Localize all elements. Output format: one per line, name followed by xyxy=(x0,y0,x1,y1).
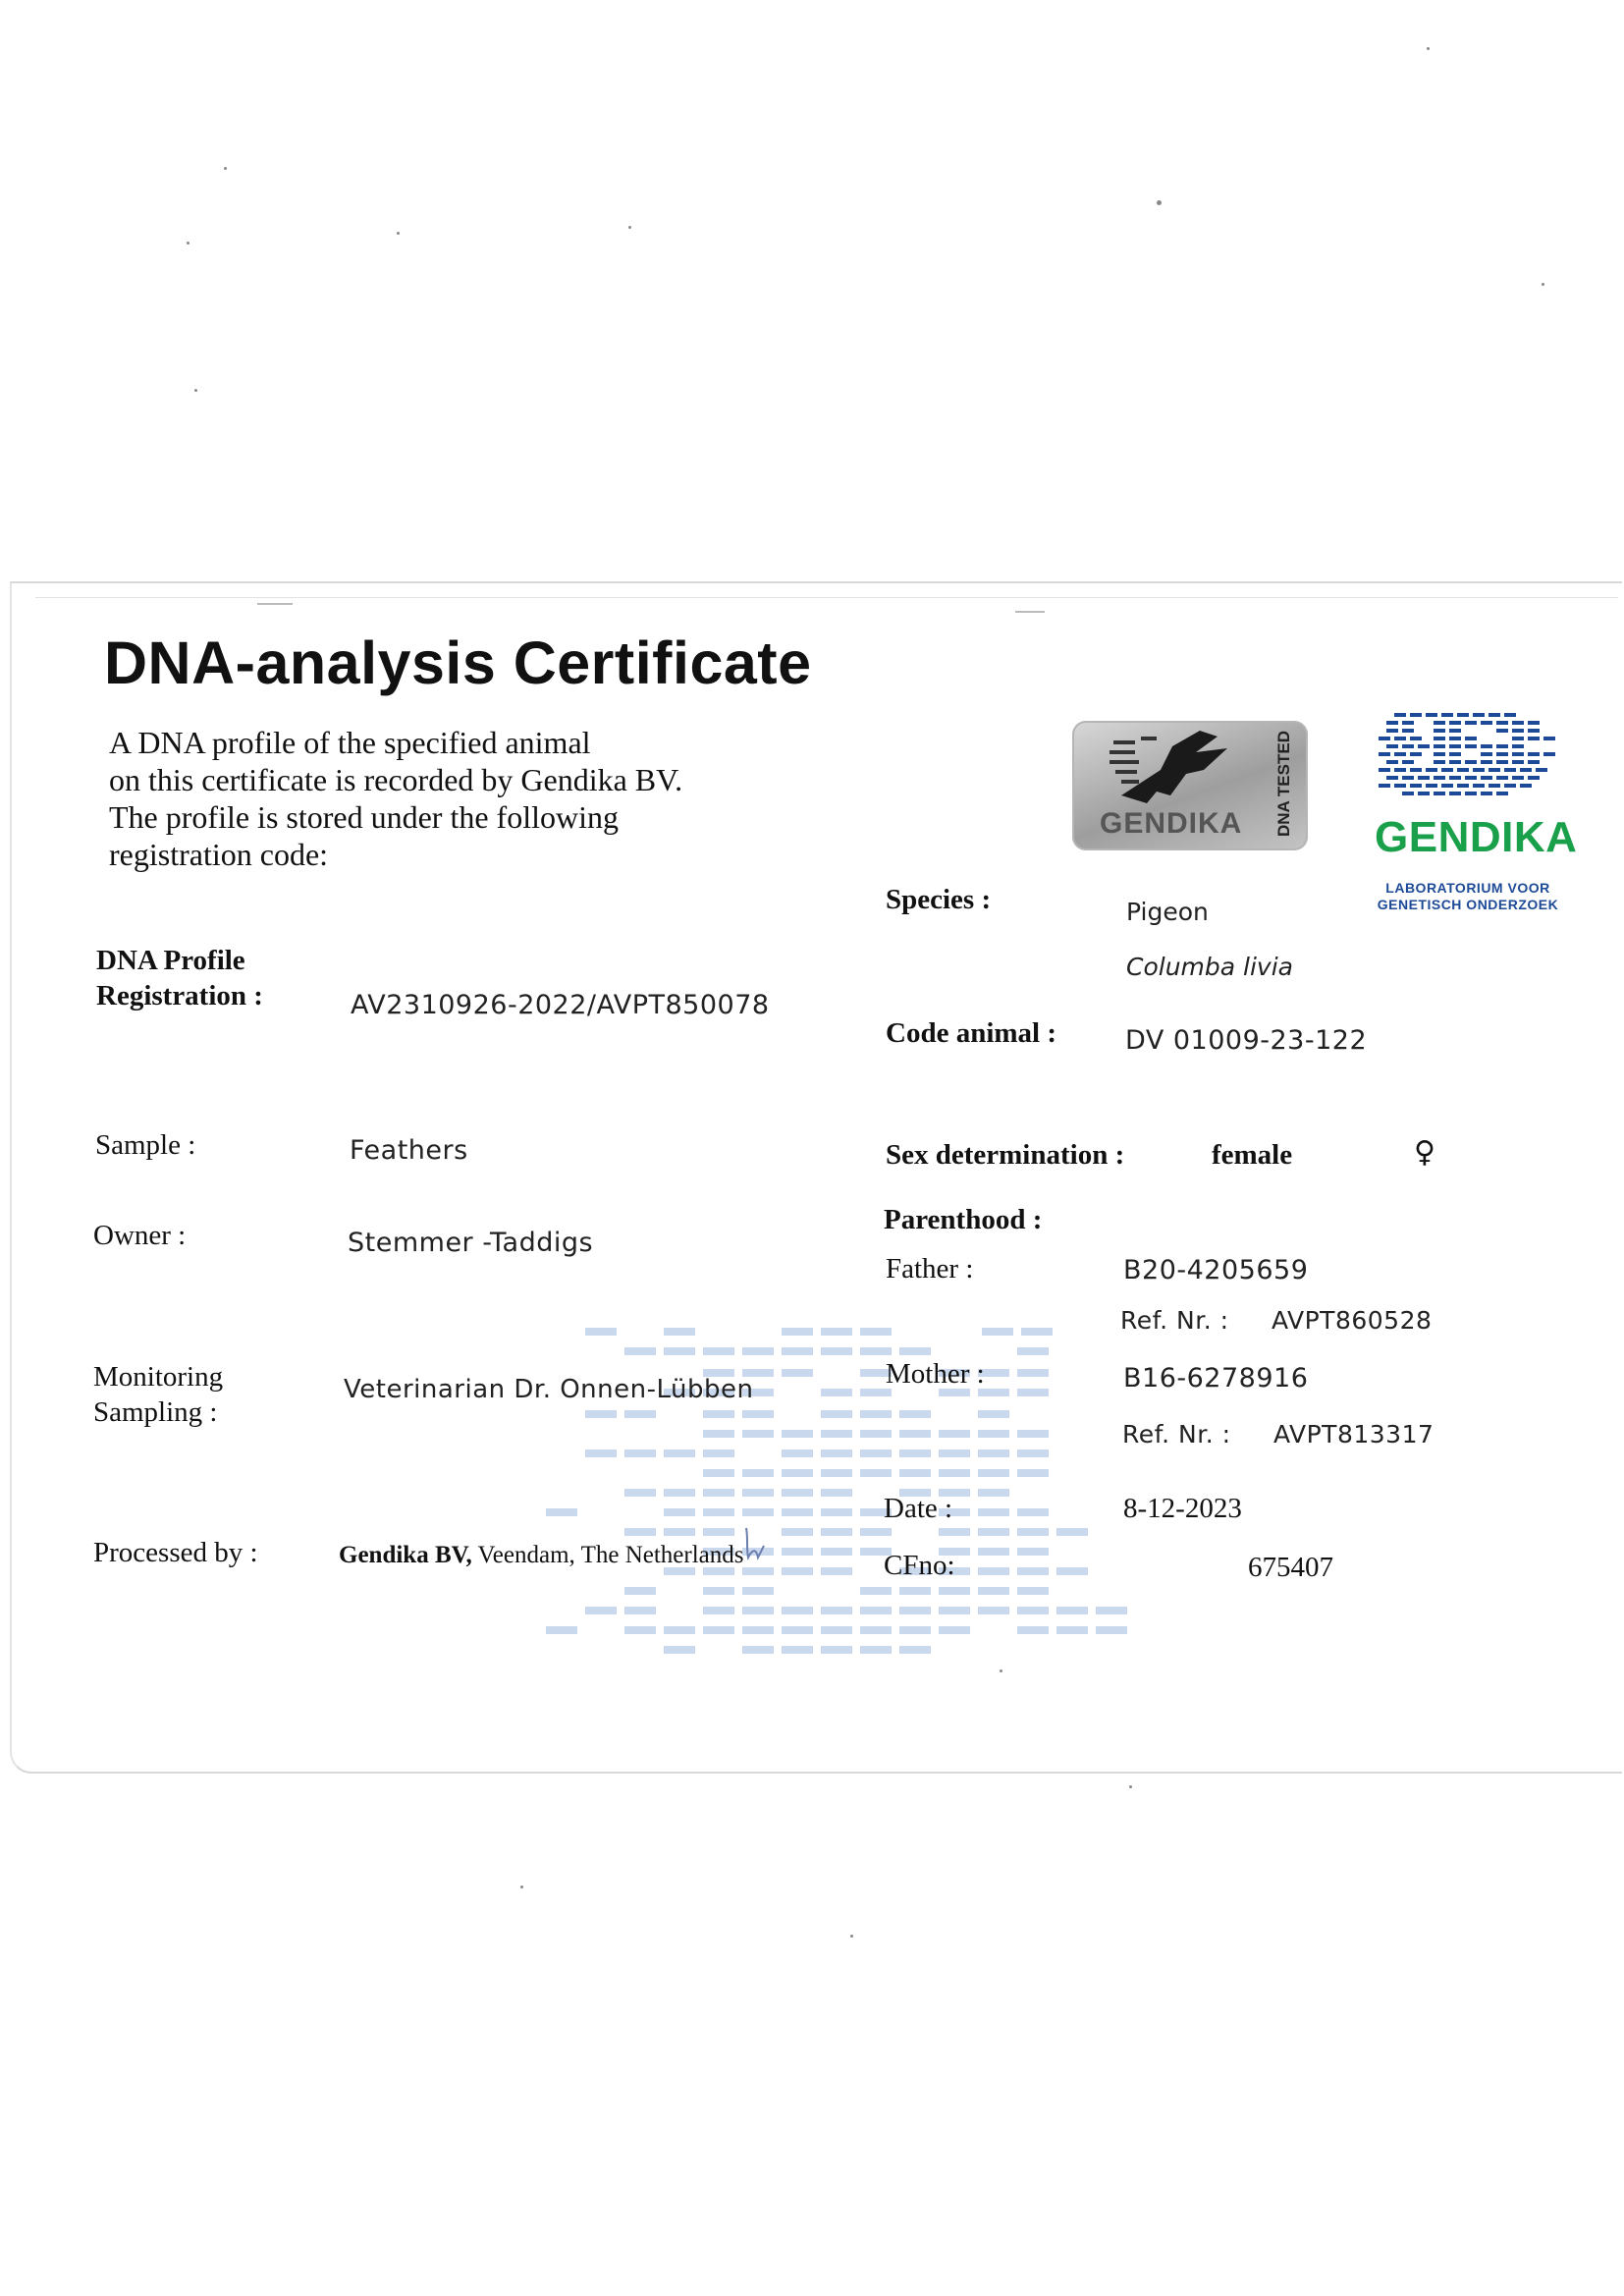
logo-bar xyxy=(1441,768,1453,772)
intro-line: The profile is stored under the following xyxy=(109,799,619,835)
logo-bar xyxy=(1512,721,1524,725)
logo-bar xyxy=(1402,776,1414,780)
monitoring-label xyxy=(93,1359,223,1430)
watermark-dash xyxy=(1017,1347,1049,1355)
scan-speck xyxy=(1427,47,1430,50)
logo-bar xyxy=(1386,776,1398,780)
watermark-dash xyxy=(978,1469,1009,1477)
watermark-dash xyxy=(1056,1626,1088,1634)
logo-bar xyxy=(1489,768,1500,772)
watermark-dash xyxy=(899,1449,931,1457)
scan-speck xyxy=(187,242,189,245)
watermark-dash xyxy=(939,1528,970,1536)
watermark-dash xyxy=(664,1646,695,1654)
logo-bar xyxy=(1434,721,1445,725)
logo-bar xyxy=(1410,737,1422,740)
watermark-dash xyxy=(939,1607,970,1614)
logo-bar xyxy=(1449,792,1461,795)
logo-bar xyxy=(1434,729,1445,733)
logo-bar xyxy=(1465,776,1477,780)
watermark-dash xyxy=(939,1449,970,1457)
watermark-dash xyxy=(978,1430,1009,1438)
watermark-dash xyxy=(860,1469,892,1477)
father-label: Father : xyxy=(886,1253,974,1285)
code-animal-label: Code animal : xyxy=(886,1017,1056,1049)
watermark-dash xyxy=(664,1489,695,1497)
scan-speck xyxy=(1129,1785,1132,1788)
watermark-dash xyxy=(742,1626,774,1634)
watermark-dash xyxy=(860,1626,892,1634)
logo-bar xyxy=(1465,744,1477,748)
logo-bar xyxy=(1512,776,1524,780)
logo-bar xyxy=(1543,737,1555,740)
watermark-dash xyxy=(939,1430,970,1438)
logo-bar xyxy=(1496,760,1508,764)
watermark-dash xyxy=(742,1587,774,1595)
logo-bar xyxy=(1434,752,1445,756)
logo-bar xyxy=(1402,760,1414,764)
monitoring-label-line: Monitoring xyxy=(93,1361,224,1393)
watermark-dash xyxy=(860,1587,892,1595)
gendika-logo xyxy=(1375,707,1578,923)
logo-bar xyxy=(1496,776,1508,780)
watermark-dash xyxy=(821,1469,852,1477)
species-common: Pigeon xyxy=(1126,898,1209,926)
watermark-dash xyxy=(782,1430,813,1438)
logo-bar xyxy=(1481,792,1492,795)
processed-location: Veendam, The Netherlands xyxy=(471,1542,744,1568)
watermark-dash xyxy=(939,1469,970,1477)
logo-bar xyxy=(1504,784,1516,788)
logo-bar xyxy=(1528,776,1540,780)
logo-bar xyxy=(1449,752,1461,756)
logo-bar xyxy=(1394,768,1406,772)
watermark-dash xyxy=(899,1587,931,1595)
watermark-dash xyxy=(899,1430,931,1438)
watermark-dash xyxy=(624,1347,656,1355)
logo-bar xyxy=(1449,721,1461,725)
watermark-dash xyxy=(978,1587,1009,1595)
logo-bar xyxy=(1543,752,1555,756)
logo-bar xyxy=(1465,792,1477,795)
scan-speck xyxy=(1157,200,1162,205)
watermark-dash xyxy=(703,1449,734,1457)
logo-bar xyxy=(1386,729,1398,733)
watermark-dash xyxy=(1017,1508,1049,1516)
parenthood-label: Parenthood : xyxy=(884,1204,1043,1235)
sample-value: Feathers xyxy=(350,1135,468,1166)
card-edge-line xyxy=(35,597,1618,598)
watermark-dash xyxy=(664,1449,695,1457)
logo-bar xyxy=(1496,792,1508,795)
logo-bar xyxy=(1386,744,1398,748)
watermark-dash xyxy=(978,1489,1009,1497)
watermark-dash xyxy=(782,1626,813,1634)
watermark-dash xyxy=(1021,1328,1053,1336)
watermark-dash xyxy=(624,1528,656,1536)
logo-bar xyxy=(1457,713,1469,717)
watermark-dash xyxy=(782,1489,813,1497)
watermark-dash xyxy=(703,1410,734,1418)
watermark-dash xyxy=(585,1449,617,1457)
seal-brand: GENDIKA xyxy=(1100,807,1243,840)
registration-label-line: Registration : xyxy=(96,980,263,1011)
watermark-dash xyxy=(899,1347,931,1355)
logo-bar xyxy=(1379,768,1390,772)
logo-bar xyxy=(1465,760,1477,764)
logo-bar xyxy=(1528,752,1540,756)
watermark-dash xyxy=(585,1607,617,1614)
logo-bar xyxy=(1418,744,1430,748)
processed-label: Processed by : xyxy=(93,1537,258,1568)
watermark-dash xyxy=(821,1347,852,1355)
watermark-dash xyxy=(1056,1607,1088,1614)
watermark-dash xyxy=(860,1328,892,1336)
watermark-dash xyxy=(585,1328,617,1336)
watermark-dash xyxy=(899,1626,931,1634)
watermark-dash xyxy=(821,1646,852,1654)
watermark-dash xyxy=(821,1389,852,1396)
logo-bar xyxy=(1418,776,1430,780)
watermark-dash xyxy=(1096,1626,1127,1634)
watermark-dash xyxy=(899,1646,931,1654)
scan-speck xyxy=(397,232,400,235)
watermark-dash xyxy=(624,1587,656,1595)
logo-bar xyxy=(1418,792,1430,795)
logo-bar xyxy=(1449,776,1461,780)
logo-subtitle-line: LABORATORIUM VOOR xyxy=(1385,880,1550,896)
watermark-dash xyxy=(860,1430,892,1438)
logo-bar xyxy=(1496,721,1508,725)
watermark-dash xyxy=(664,1528,695,1536)
logo-bar xyxy=(1457,784,1469,788)
logo-bar xyxy=(1441,784,1453,788)
logo-bar xyxy=(1512,737,1524,740)
watermark-dash xyxy=(899,1607,931,1614)
watermark-dash xyxy=(821,1328,852,1336)
scan-speck xyxy=(1542,283,1544,286)
watermark-dash xyxy=(978,1508,1009,1516)
logo-bar xyxy=(1504,713,1516,717)
watermark-dash xyxy=(978,1607,1009,1614)
mother-ref-label: Ref. Nr. : xyxy=(1122,1420,1231,1449)
watermark-dash xyxy=(1017,1607,1049,1614)
watermark-dash xyxy=(821,1528,852,1536)
watermark-dash xyxy=(742,1489,774,1497)
watermark-dash xyxy=(782,1449,813,1457)
dna-tested-seal xyxy=(1072,721,1308,850)
watermark-dash xyxy=(860,1410,892,1418)
watermark-dash xyxy=(703,1607,734,1614)
logo-subtitle xyxy=(1365,880,1571,913)
watermark-dash xyxy=(664,1626,695,1634)
watermark-dash xyxy=(821,1567,852,1575)
logo-bar xyxy=(1379,737,1390,740)
logo-bar xyxy=(1410,752,1422,756)
logo-bar xyxy=(1449,737,1461,740)
watermark-dash xyxy=(899,1469,931,1477)
father-ref-label: Ref. Nr. : xyxy=(1120,1306,1229,1335)
watermark-dash xyxy=(782,1508,813,1516)
logo-bar xyxy=(1473,713,1485,717)
watermark-dash xyxy=(742,1646,774,1654)
logo-bar xyxy=(1536,768,1547,772)
logo-bar xyxy=(1402,721,1414,725)
watermark-dash xyxy=(860,1607,892,1614)
logo-bar xyxy=(1481,744,1492,748)
scan-speck xyxy=(520,1886,523,1888)
intro-line: A DNA profile of the specified animal xyxy=(109,725,591,760)
intro-line: registration code: xyxy=(109,837,329,872)
logo-bar xyxy=(1386,760,1398,764)
watermark-dash xyxy=(1017,1548,1049,1556)
watermark-dash xyxy=(742,1347,774,1355)
watermark-dash xyxy=(624,1626,656,1634)
watermark-dash xyxy=(782,1567,813,1575)
logo-bar xyxy=(1434,744,1445,748)
watermark-dash xyxy=(1056,1528,1088,1536)
species-latin: Columba livia xyxy=(1126,953,1293,981)
mother-label: Mother : xyxy=(886,1358,985,1390)
logo-bar xyxy=(1426,768,1437,772)
watermark-dash xyxy=(1017,1389,1049,1396)
logo-bar xyxy=(1528,729,1540,733)
logo-bar xyxy=(1489,784,1500,788)
watermark-dash xyxy=(703,1508,734,1516)
watermark-dash xyxy=(703,1347,734,1355)
mother-ref-value: AVPT813317 xyxy=(1273,1420,1435,1449)
watermark-dash xyxy=(782,1328,813,1336)
processed-company: Gendika BV, xyxy=(339,1542,472,1568)
card-edge-tick xyxy=(1015,611,1045,613)
logo-bar xyxy=(1465,737,1477,740)
watermark-dash xyxy=(860,1449,892,1457)
scan-speck xyxy=(628,226,631,229)
watermark-dash xyxy=(978,1449,1009,1457)
female-symbol-icon: ♀ xyxy=(1414,1135,1435,1170)
watermark-dash xyxy=(703,1430,734,1438)
logo-wordmark: GENDIKA xyxy=(1375,813,1578,861)
watermark-dash xyxy=(1017,1528,1049,1536)
monitoring-value: Veterinarian Dr. Onnen-Lübben xyxy=(344,1375,754,1404)
logo-bar xyxy=(1496,729,1508,733)
logo-bar xyxy=(1434,792,1445,795)
watermark-dash xyxy=(742,1430,774,1438)
watermark-dash xyxy=(978,1548,1009,1556)
gendika-barcode-icon xyxy=(1375,707,1561,805)
monitoring-label-line: Sampling : xyxy=(93,1396,218,1428)
logo-subtitle-line: GENETISCH ONDERZOEK xyxy=(1377,897,1559,912)
logo-bar xyxy=(1528,737,1540,740)
watermark-dash xyxy=(624,1489,656,1497)
watermark-dash xyxy=(821,1626,852,1634)
logo-bar xyxy=(1379,784,1390,788)
eagle-icon xyxy=(1102,727,1249,817)
watermark-dash xyxy=(703,1469,734,1477)
scan-speck xyxy=(194,389,197,392)
watermark-dash xyxy=(860,1347,892,1355)
logo-bar xyxy=(1481,721,1492,725)
logo-bar xyxy=(1402,744,1414,748)
owner-label: Owner : xyxy=(93,1220,187,1251)
logo-bar xyxy=(1473,768,1485,772)
registration-label xyxy=(96,943,263,1013)
scan-speck xyxy=(850,1935,853,1938)
father-ref-value: AVPT860528 xyxy=(1272,1306,1433,1335)
logo-bar xyxy=(1512,752,1524,756)
watermark-dash xyxy=(742,1469,774,1477)
watermark-dash xyxy=(703,1626,734,1634)
logo-bar xyxy=(1481,760,1492,764)
logo-bar xyxy=(1402,729,1414,733)
watermark-dash xyxy=(624,1449,656,1457)
watermark-dash xyxy=(742,1410,774,1418)
watermark-dash xyxy=(1017,1469,1049,1477)
watermark-dash xyxy=(821,1410,852,1418)
date-value: 8-12-2023 xyxy=(1123,1493,1242,1524)
card-edge-tick xyxy=(257,603,293,605)
logo-bar xyxy=(1512,760,1524,764)
watermark-dash xyxy=(939,1587,970,1595)
watermark-dash xyxy=(664,1328,695,1336)
logo-bar xyxy=(1512,744,1524,748)
watermark-dash xyxy=(821,1449,852,1457)
watermark-dash xyxy=(782,1607,813,1614)
logo-bar xyxy=(1465,721,1477,725)
watermark-dash xyxy=(742,1607,774,1614)
father-value: B20-4205659 xyxy=(1123,1255,1309,1285)
logo-bar xyxy=(1426,713,1437,717)
logo-bar xyxy=(1496,752,1508,756)
logo-bar xyxy=(1504,768,1516,772)
mother-value: B16-6278916 xyxy=(1123,1363,1309,1394)
logo-bar xyxy=(1489,713,1500,717)
logo-bar xyxy=(1394,737,1406,740)
logo-bar xyxy=(1528,760,1540,764)
watermark-dash xyxy=(742,1567,774,1575)
logo-bar xyxy=(1402,792,1414,795)
watermark-dash xyxy=(742,1508,774,1516)
signature-mark xyxy=(740,1524,770,1563)
logo-bar xyxy=(1528,721,1540,725)
logo-bar xyxy=(1394,784,1406,788)
registration-label-line: DNA Profile xyxy=(96,945,245,976)
watermark-dash xyxy=(821,1508,852,1516)
watermark-dash xyxy=(703,1587,734,1595)
owner-value: Stemmer -Taddigs xyxy=(348,1228,594,1258)
page-title: DNA-analysis Certificate xyxy=(104,629,812,696)
watermark-dash xyxy=(899,1410,931,1418)
watermark-dash xyxy=(1017,1430,1049,1438)
watermark-dash xyxy=(982,1328,1013,1336)
watermark-dash xyxy=(624,1410,656,1418)
logo-bar xyxy=(1481,776,1492,780)
watermark-dash xyxy=(664,1508,695,1516)
watermark-dash xyxy=(585,1410,617,1418)
registration-value: AV2310926-2022/AVPT850078 xyxy=(351,990,770,1020)
watermark-dash xyxy=(782,1548,813,1556)
logo-bar xyxy=(1449,744,1461,748)
logo-bar xyxy=(1434,760,1445,764)
watermark-dash xyxy=(821,1607,852,1614)
watermark-dash xyxy=(1017,1626,1049,1634)
watermark-dash xyxy=(546,1508,577,1516)
logo-bar xyxy=(1473,784,1485,788)
processed-value xyxy=(339,1542,744,1569)
logo-bar xyxy=(1410,768,1422,772)
logo-bar xyxy=(1496,744,1508,748)
intro-line: on this certificate is recorded by Gendika BV. xyxy=(109,762,683,797)
watermark-dash xyxy=(782,1347,813,1355)
logo-bar xyxy=(1449,760,1461,764)
watermark-dash xyxy=(546,1626,577,1634)
sex-label: Sex determination : xyxy=(886,1139,1125,1171)
watermark-dash xyxy=(821,1548,852,1556)
watermark-dash xyxy=(782,1646,813,1654)
watermark-dash xyxy=(860,1528,892,1536)
logo-bar xyxy=(1386,721,1398,725)
logo-bar xyxy=(1410,713,1422,717)
sample-label: Sample : xyxy=(95,1129,196,1161)
logo-bar xyxy=(1394,752,1406,756)
watermark-dash xyxy=(664,1347,695,1355)
logo-bar xyxy=(1520,784,1532,788)
cfno-label: CFno: xyxy=(884,1550,955,1581)
watermark-dash xyxy=(703,1528,734,1536)
logo-bar xyxy=(1457,768,1469,772)
watermark-dash xyxy=(1017,1587,1049,1595)
watermark-dash xyxy=(978,1567,1009,1575)
logo-bar xyxy=(1379,752,1390,756)
watermark-dash xyxy=(782,1369,813,1377)
watermark-dash xyxy=(978,1410,1009,1418)
watermark-dash xyxy=(821,1489,852,1497)
watermark-dash xyxy=(624,1607,656,1614)
watermark-dash xyxy=(782,1528,813,1536)
logo-bar xyxy=(1449,729,1461,733)
watermark-dash xyxy=(860,1646,892,1654)
watermark-dash xyxy=(1056,1567,1088,1575)
logo-bar xyxy=(1441,713,1453,717)
watermark-dash xyxy=(1017,1369,1049,1377)
scan-speck xyxy=(224,167,227,170)
watermark-dash xyxy=(1096,1607,1127,1614)
logo-bar xyxy=(1426,784,1437,788)
watermark-dash xyxy=(703,1489,734,1497)
sex-value: female xyxy=(1212,1139,1293,1171)
watermark-dash xyxy=(1017,1449,1049,1457)
watermark-dash xyxy=(782,1469,813,1477)
species-label: Species : xyxy=(886,884,992,915)
logo-bar xyxy=(1394,713,1406,717)
watermark-dash xyxy=(978,1528,1009,1536)
watermark-dash xyxy=(939,1626,970,1634)
logo-bar xyxy=(1481,752,1492,756)
watermark-dash xyxy=(821,1430,852,1438)
code-animal-value: DV 01009-23-122 xyxy=(1125,1025,1368,1056)
date-label: Date : xyxy=(884,1493,953,1524)
seal-side-text: DNA TESTED xyxy=(1274,731,1293,837)
watermark-dash xyxy=(1017,1567,1049,1575)
logo-bar xyxy=(1512,729,1524,733)
logo-bar xyxy=(1434,737,1445,740)
logo-bar xyxy=(1410,784,1422,788)
logo-bar xyxy=(1434,776,1445,780)
cfno-value: 675407 xyxy=(1248,1552,1333,1583)
logo-bar xyxy=(1520,768,1532,772)
